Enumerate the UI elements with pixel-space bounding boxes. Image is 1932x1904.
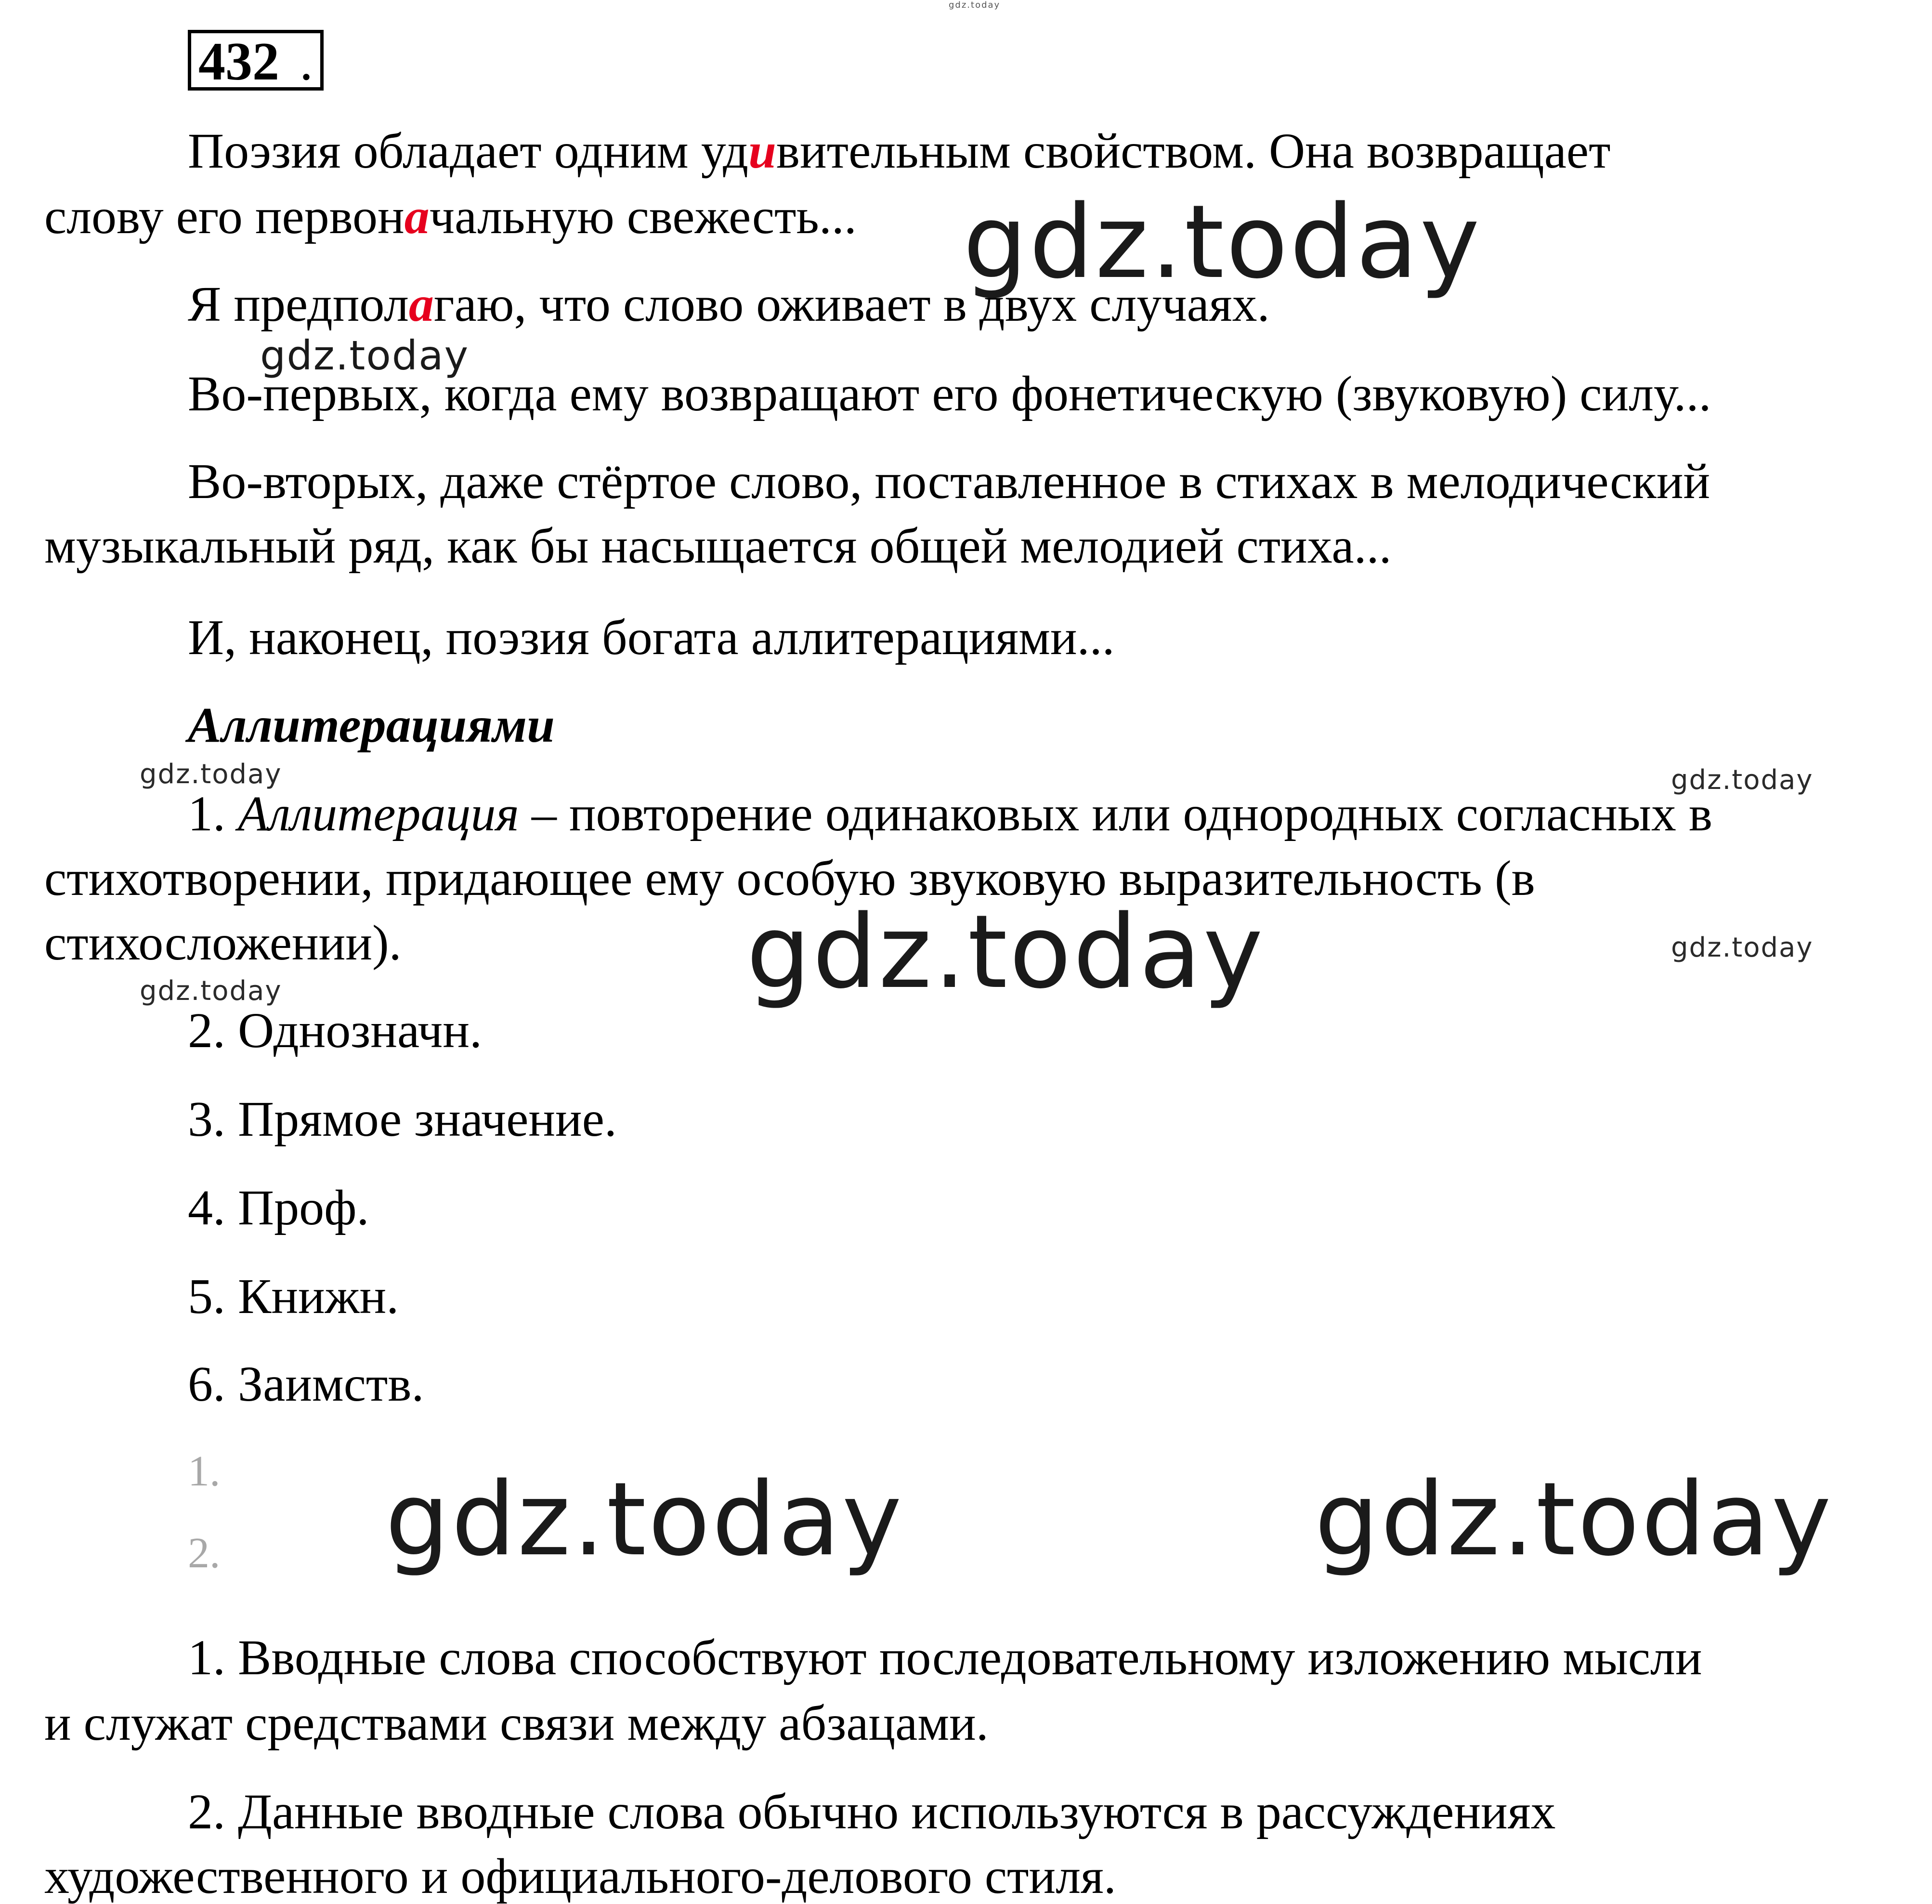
definition-2: 2. Однозначн. [188, 1003, 482, 1058]
paragraph-1-line-2 [44, 189, 857, 244]
definition-1-line-2: стихотворении, придающее ему особую звуковую выразительность (в [44, 851, 1535, 906]
section-heading: Аллитерациями [188, 697, 555, 753]
answer-2-line-2: художественного и официального-делового стиля. [44, 1849, 1116, 1904]
text-segment: Я предпол [188, 276, 409, 332]
definition-1-line-3: стихосложении). [44, 915, 402, 971]
watermark: gdz.today [385, 1460, 904, 1578]
highlighted-letter: и [748, 123, 776, 179]
faded-list-item-2: 2. [188, 1529, 221, 1577]
text-segment: слову его первон [44, 189, 405, 244]
definition-6: 6. Заимств. [188, 1356, 424, 1412]
watermark: gdz.today [1671, 764, 1814, 796]
text-segment: – повторение одинаковых или однородных согласных в [519, 786, 1712, 841]
watermark: gdz.today [746, 893, 1265, 1011]
answer-2-line-1: 2. Данные вводные слова обычно используются в рассуждениях [188, 1784, 1556, 1839]
watermark: gdz.today [140, 759, 282, 790]
definition-3: 3. Прямое значение. [188, 1091, 617, 1147]
text-segment: вительным свойством. Она возвращает [776, 123, 1611, 179]
answer-1-line-2: и служат средствами связи между абзацами. [44, 1695, 989, 1751]
text-segment: Поэзия обладает одним уд [188, 123, 749, 179]
faded-list-item-1: 1. [188, 1447, 221, 1495]
paragraph-4-line-1: Во-вторых, даже стёртое слово, поставленное в стихах в мелодический [188, 454, 1710, 509]
watermark: gdz.today [260, 332, 470, 379]
paragraph-3: Во-первых, когда ему возвращают его фонетическую (звуковую) силу... [188, 366, 1711, 421]
paragraph-1-line-1 [188, 123, 1611, 179]
text-segment: чальную свежесть... [429, 189, 857, 244]
definition-5: 5. Книжн. [188, 1269, 399, 1324]
watermark: gdz.today [1671, 932, 1814, 963]
watermark: gdz.today [1315, 1460, 1833, 1578]
term: Аллитерация [238, 786, 519, 841]
definition-4: 4. Проф. [188, 1180, 369, 1235]
list-number: 1. [188, 786, 238, 841]
highlighted-letter: а [404, 189, 430, 244]
paragraph-4-line-2: музыкальный ряд, как бы насыщается общей мелодией стиха... [44, 518, 1392, 574]
watermark: gdz.today [949, 0, 1001, 10]
task-number-dot: . [300, 32, 313, 92]
highlighted-letter: а [408, 276, 434, 332]
text-segment: гаю, что слово оживает в двух случаях. [433, 276, 1270, 332]
answer-1-line-1: 1. Вводные слова способствуют последовательному изложению мысли [188, 1630, 1702, 1685]
task-number: 432 [198, 32, 279, 92]
definition-1-line-1 [188, 786, 1712, 841]
watermark: gdz.today [140, 975, 282, 1007]
watermark: gdz.today [963, 183, 1482, 301]
paragraph-5: И, наконец, поэзия богата аллитерациями... [188, 610, 1115, 665]
